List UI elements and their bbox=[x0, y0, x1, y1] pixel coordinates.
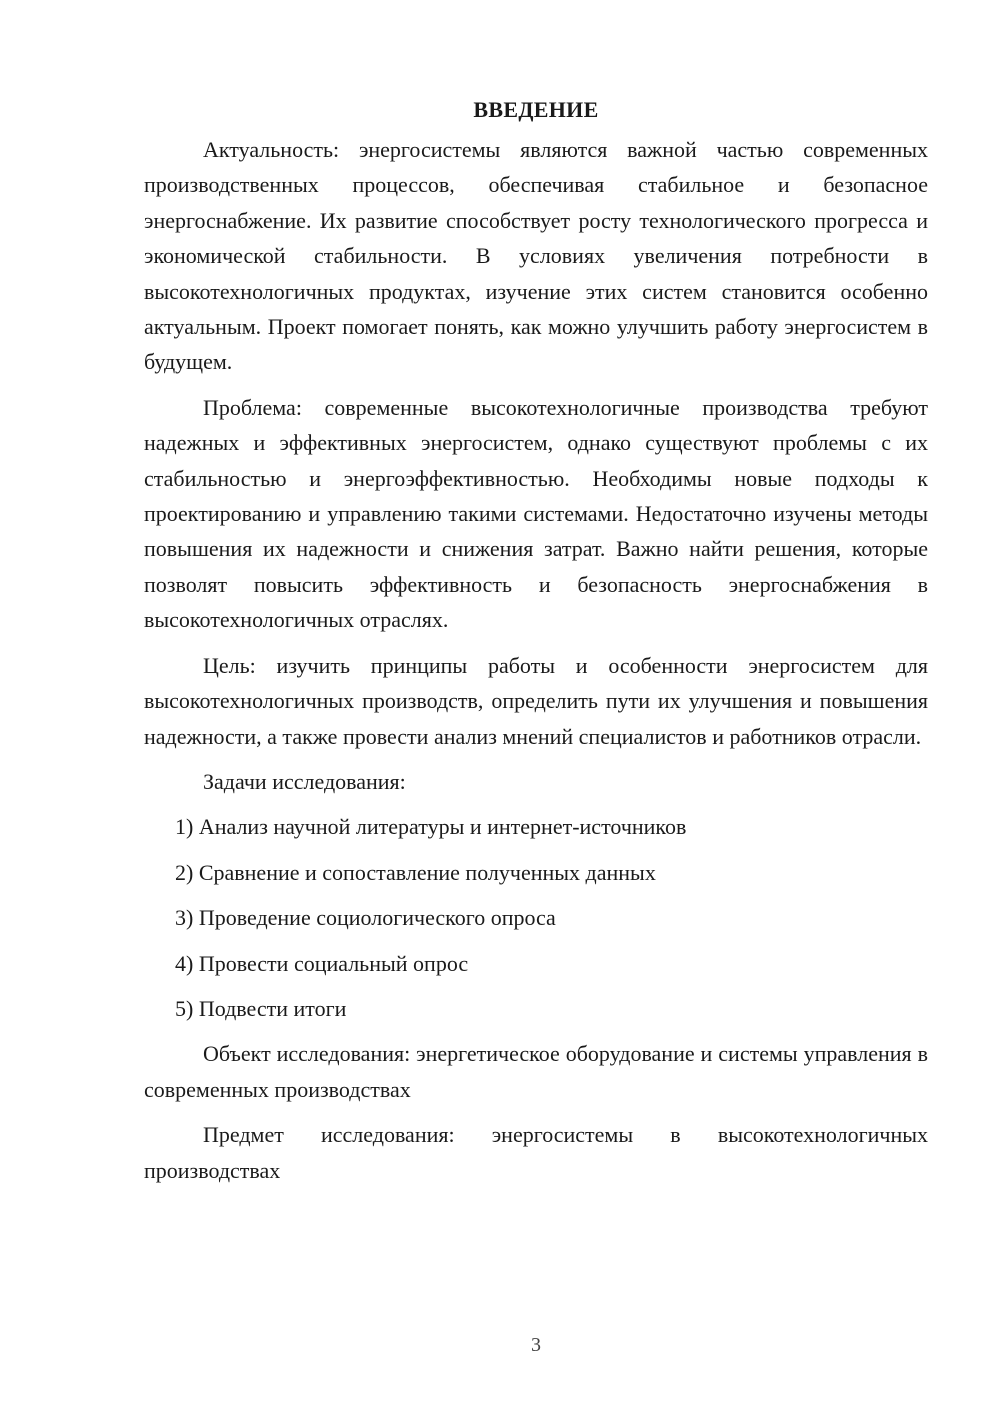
tasks-title: Задачи исследования: bbox=[203, 768, 406, 794]
paragraph-object: Объект исследования: энергетическое оборудование и системы управления в современных производствах bbox=[144, 1041, 928, 1102]
task-item: 4) Провести социальный опрос bbox=[175, 950, 469, 976]
paragraph-subject: Предмет исследования: энергосистемы в высокотехнологичных производствах bbox=[144, 1122, 928, 1183]
paragraph-relevance: Актуальность: энергосистемы являются важной частью современных производственных процессов, обеспечивая стабильное и безопасное энергоснабжение. Их развитие способствует росту технологического прогресса и экономической стабильности. В условиях увеличения потребности в высокотехнологичных продуктах, изучение этих систем становится особенно актуальным. Проект помогает понять, как можно улучшить работу энергосистем в будущем. bbox=[144, 137, 928, 375]
paragraph-problem: Проблема: современные высокотехнологичные производства требуют надежных и эффективных энергосистем, однако существуют проблемы с их стабильностью и энергоэффективностью. Необходимы новые подходы к проектированию и управлению такими системами. Недостаточно изучены методы повышения их надежности и снижения затрат. Важно найти решения, которые позволят повысить эффективность и безопасность энергоснабжения в высокотехнологичных отраслях. bbox=[144, 394, 928, 633]
task-item: 5) Подвести итоги bbox=[175, 995, 347, 1021]
page-number: 3 bbox=[531, 1334, 541, 1356]
task-item: 2) Сравнение и сопоставление полученных данных bbox=[175, 859, 656, 885]
document-page bbox=[144, 92, 928, 1198]
task-item: 3) Проведение социологического опроса bbox=[175, 905, 556, 931]
paragraph-goal: Цель: изучить принципы работы и особенности энергосистем для высокотехнологичных производств, определить пути их улучшения и повышения надежности, а также провести анализ мнений специалистов и работников отрасли. bbox=[144, 652, 928, 749]
tasks-list bbox=[144, 809, 928, 1026]
task-item: 1) Анализ научной литературы и интернет-источников bbox=[175, 814, 687, 840]
section-heading: ВВЕДЕНИЕ bbox=[473, 97, 599, 122]
